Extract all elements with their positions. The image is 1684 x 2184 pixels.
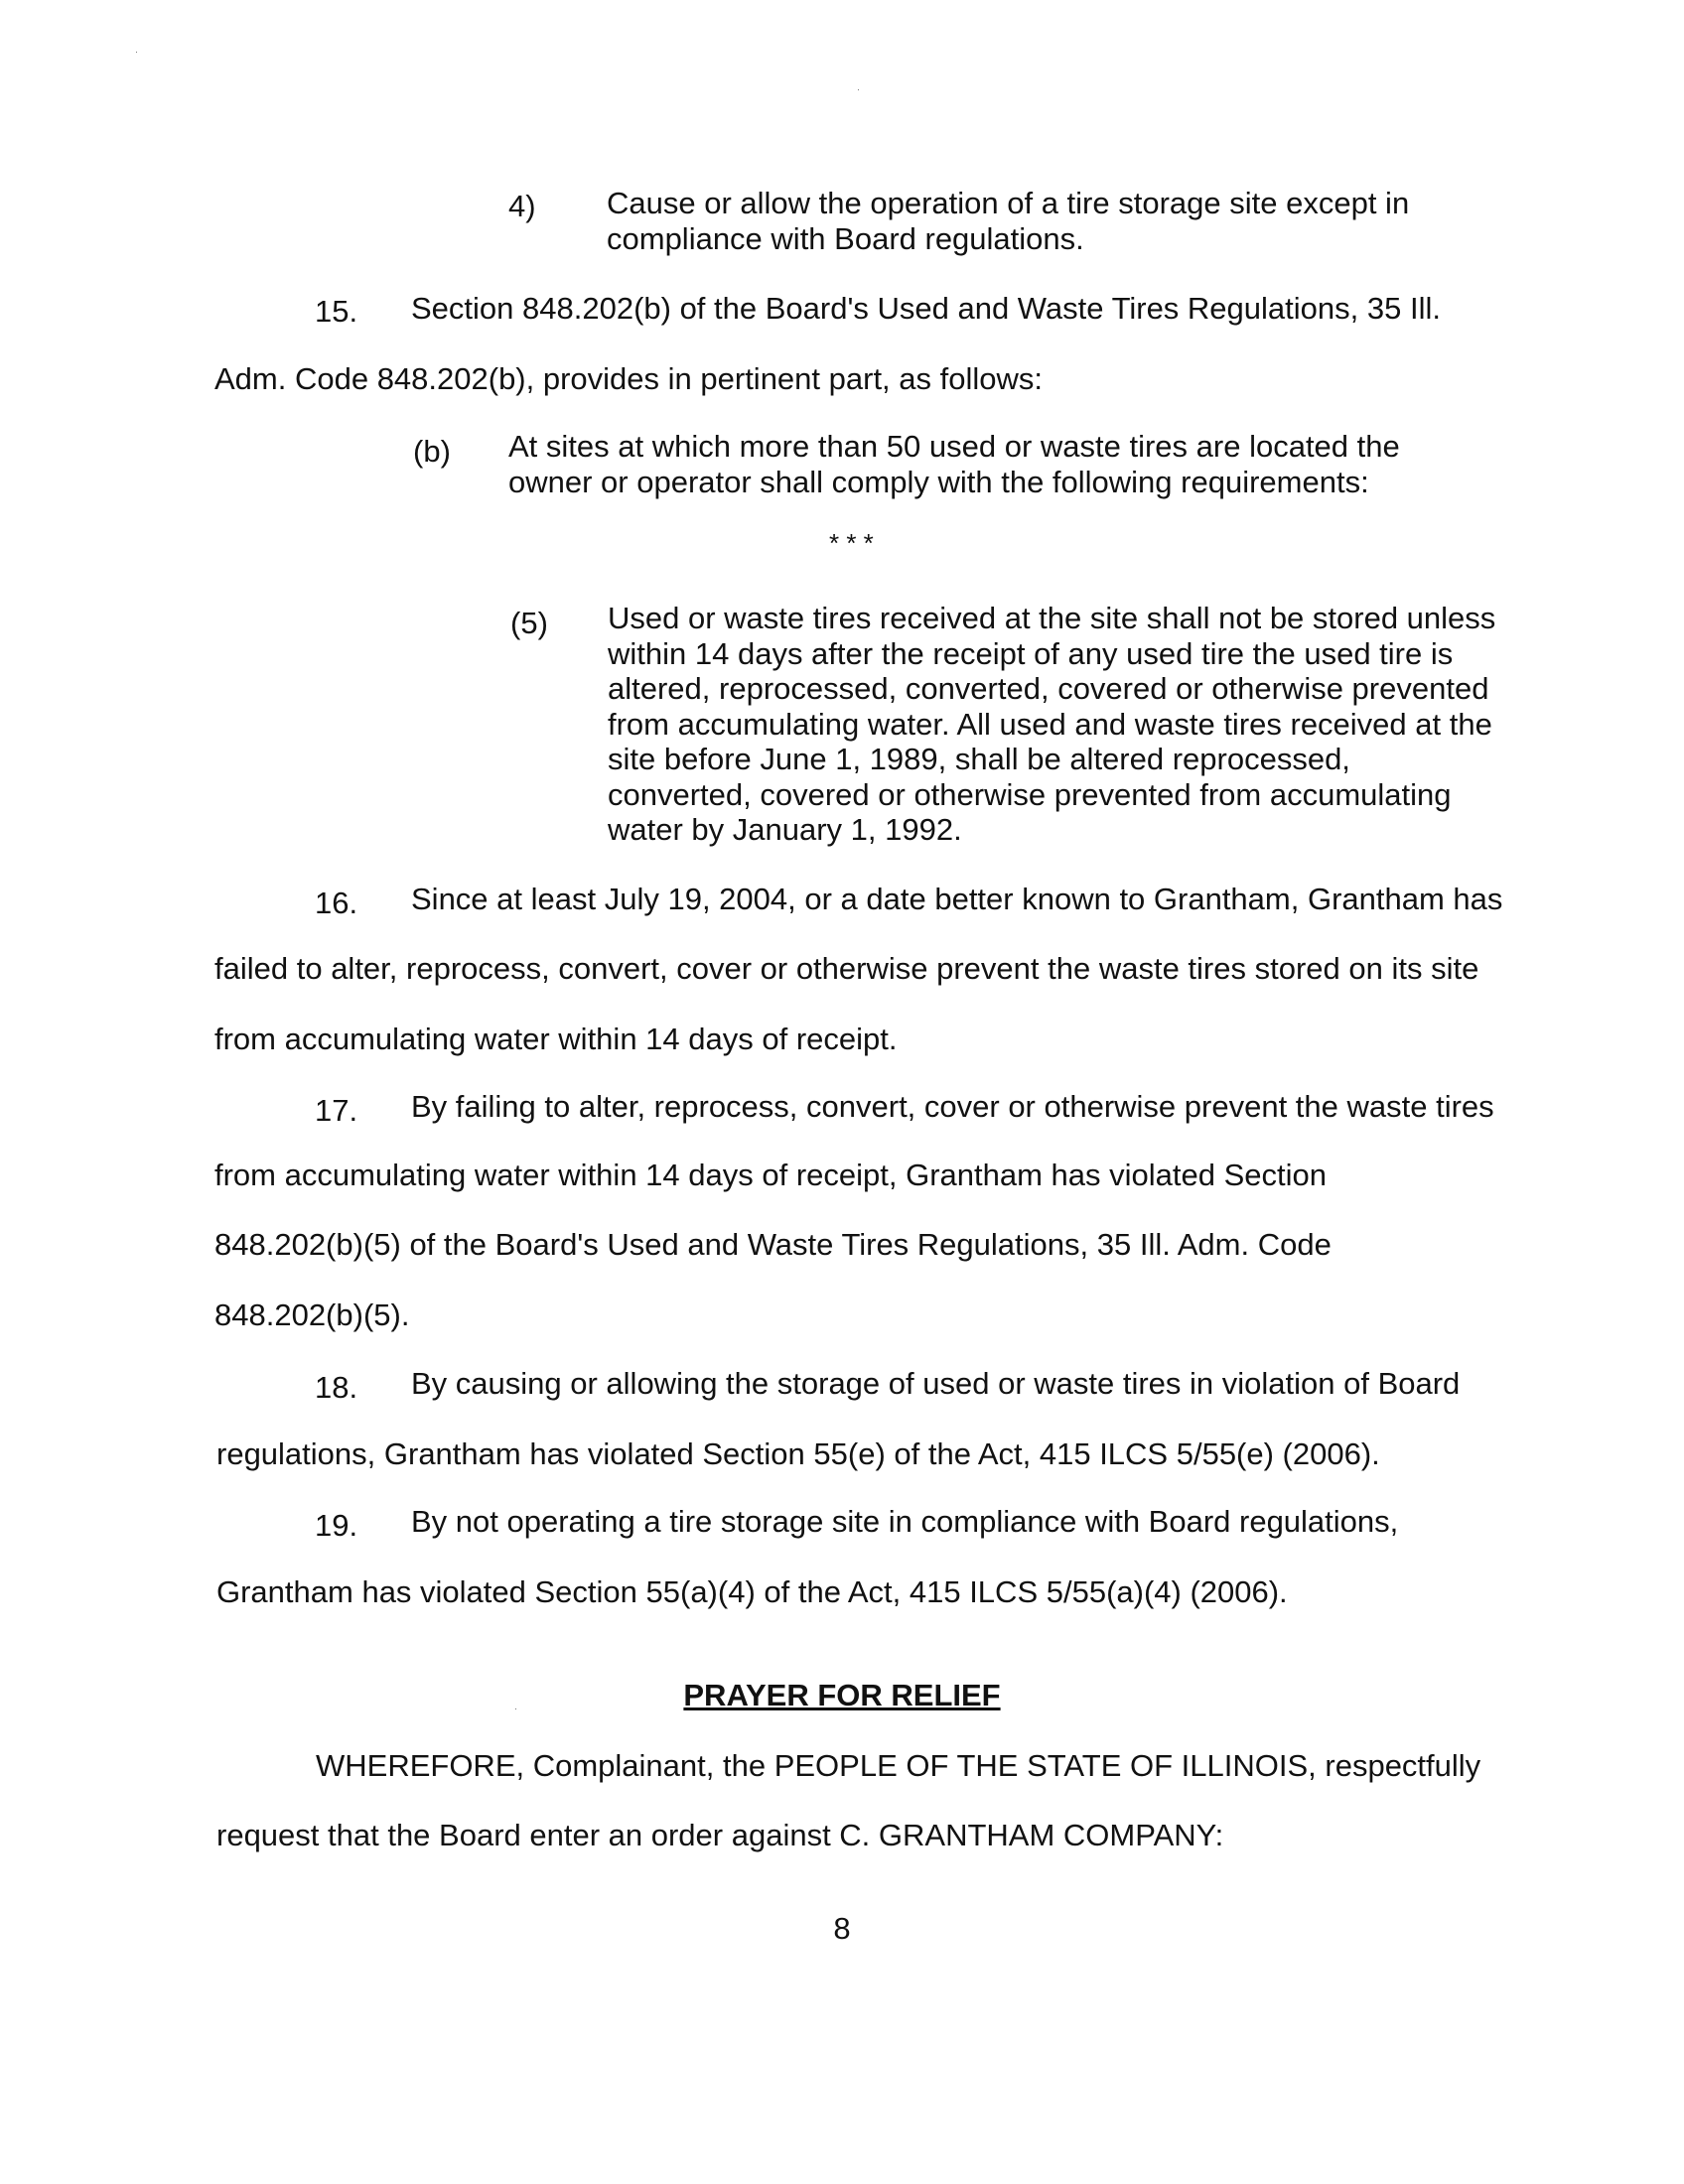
para-16-number: 16. [315,886,358,920]
scan-speck [515,1708,516,1709]
quote-b-text: At sites at which more than 50 used or waste tires are located the owner or operator shall comply with the following requirements: [508,429,1400,499]
para-15-line1: Section 848.202(b) of the Board's Used and Waste Tires Regulations, 35 Ill. [411,291,1441,326]
para-19-line1: By not operating a tire storage site in compliance with Board regulations, [411,1504,1399,1539]
para-19-line2: Grantham has violated Section 55(a)(4) of the Act, 415 ILCS 5/55(a)(4) (2006). [216,1574,1288,1609]
para-17-number: 17. [315,1093,358,1128]
wherefore-line1: WHEREFORE, Complainant, the PEOPLE OF THE STATE OF ILLINOIS, respectfully [316,1748,1481,1783]
section-heading: PRAYER FOR RELIEF [683,1678,1001,1712]
quote-b5-marker: (5) [510,606,548,640]
para-18-number: 18. [315,1370,358,1405]
para-16-line2: failed to alter, reprocess, convert, cover or otherwise prevent the waste tires stored on its site [214,951,1479,986]
sub-item-4-text: Cause or allow the operation of a tire storage site except in compliance with Board regulations. [607,186,1410,256]
page-number: 8 [833,1911,851,1946]
scan-speck [136,52,137,53]
wherefore-line2: request that the Board enter an order against C. GRANTHAM COMPANY: [216,1818,1224,1852]
ellipsis: * * * [829,528,874,558]
para-17-line4: 848.202(b)(5). [214,1297,410,1332]
para-17-line3: 848.202(b)(5) of the Board's Used and Waste Tires Regulations, 35 Ill. Adm. Code [214,1227,1332,1262]
para-17-line1: By failing to alter, reprocess, convert, cover or otherwise prevent the waste tires [411,1089,1494,1124]
para-18-line2: regulations, Grantham has violated Section 55(e) of the Act, 415 ILCS 5/55(e) (2006). [216,1436,1380,1471]
para-15-number: 15. [315,294,358,329]
quote-b5-text: Used or waste tires received at the site shall not be stored unless within 14 days after the receipt of any used tire the used tire is altered, reprocessed, converted, covered or otherwise prevented from accumulating water. All used and waste tires received at the site before June 1, 1989, shall be altered reprocessed, converted, covered or otherwise prevented from accumulating water by January 1, 1992. [608,601,1496,847]
para-19-number: 19. [315,1508,358,1543]
para-16-line1: Since at least July 19, 2004, or a date better known to Grantham, Grantham has [411,882,1503,916]
para-16-line3: from accumulating water within 14 days of receipt. [214,1022,898,1056]
para-18-line1: By causing or allowing the storage of used or waste tires in violation of Board [411,1366,1461,1401]
sub-item-4-marker: 4) [508,189,536,223]
scan-speck [858,89,859,90]
para-15-line2: Adm. Code 848.202(b), provides in pertinent part, as follows: [214,361,1044,396]
quote-b-marker: (b) [413,434,451,469]
para-17-line2: from accumulating water within 14 days of receipt, Grantham has violated Section [214,1158,1327,1192]
